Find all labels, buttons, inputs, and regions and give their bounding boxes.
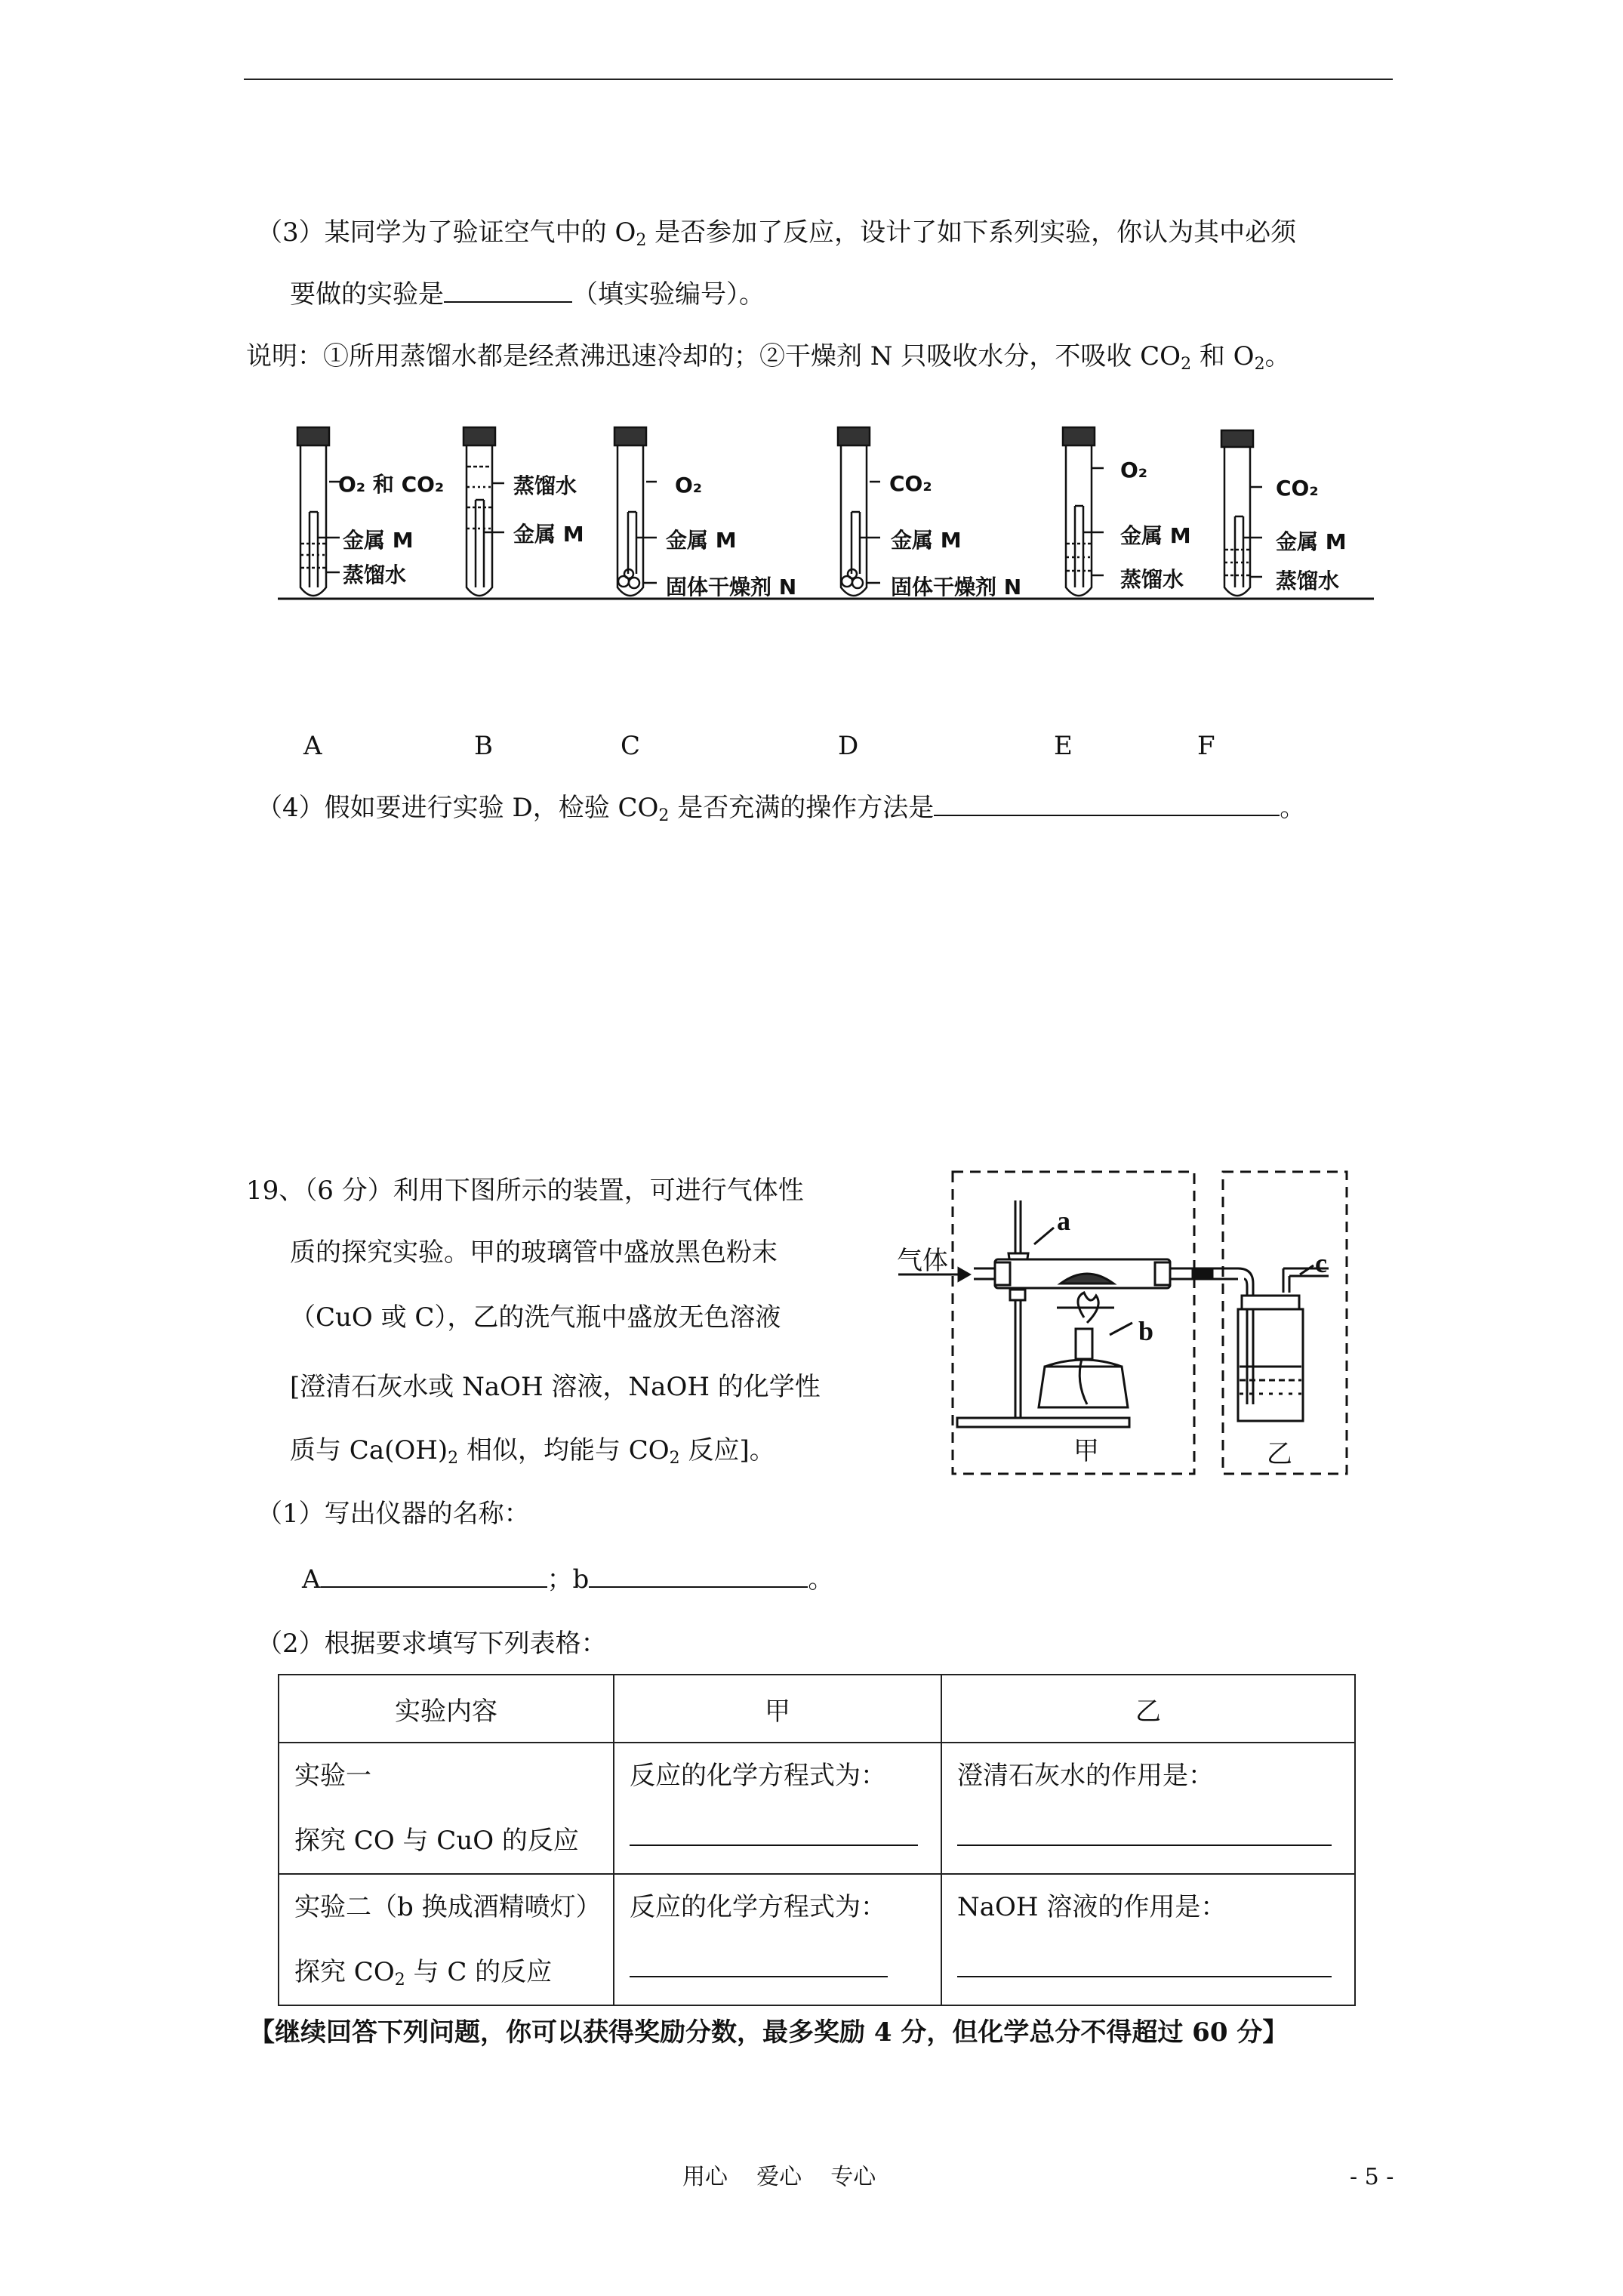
table-cell: 澄清石灰水的作用是： [941,1743,1355,1874]
bonus-note: 【继续回答下列问题，你可以获得奖励分数，最多奖励 4 分，但化学总分不得超过 60 分】 [249,2017,1289,2048]
tube-d-label-2: 金属 M [891,528,962,553]
tube-f-label-3: 蒸馏水 [1276,569,1340,593]
table-cell: 反应的化学方程式为： [614,1743,941,1874]
footer-motto: 用心 爱心 专心 [682,2164,876,2190]
tube-c-label-1: O₂ [675,473,703,498]
tube-e-label-1: O₂ [1120,458,1148,482]
limewater-role-blank[interactable] [957,1808,1332,1846]
table-row [279,1743,1355,1874]
tube-a-label-1: O₂ 和 CO₂ [338,472,445,497]
naoh-role-blank[interactable] [957,1940,1332,1977]
table-header-row [279,1675,1355,1743]
apparatus-label-jia: 甲 [1073,1436,1099,1466]
q19-line2: 质的探究实验。甲的玻璃管中盛放黑色粉末 [290,1237,778,1268]
equation-1-blank[interactable] [630,1808,918,1846]
tube-d-label-3: 固体干燥剂 N [891,575,1022,599]
table-cell: 反应的化学方程式为： [614,1874,941,2005]
apparatus-label-yi: 乙 [1267,1439,1292,1469]
tube-c-label-2: 金属 M [666,528,737,553]
tube-e-label-2: 金属 M [1120,523,1191,548]
tube-letter-a: A [303,731,322,761]
q19-line5: 质与 $Ca(OH)_2$ 相似，均能与 $CO_2$ 反应]。 [290,1435,775,1468]
q19-blanks: A ；b 。 [302,1564,834,1595]
tube-d-label-1: CO₂ [889,471,932,496]
q4-line: （4）假如要进行实验 D，检验 $CO_2$ 是否充满的操作方法是 。 [257,793,1306,825]
apparatus-label-b: b [1138,1316,1154,1346]
answer-table [278,1674,1356,2006]
tube-f-label-1: CO₂ [1276,476,1319,501]
tube-b-label-1: 蒸馏水 [513,473,577,498]
apparatus-gas-label: 气体 [897,1246,948,1276]
tube-letter-c: C [621,731,641,761]
q3-line1: （3）某同学为了验证空气中的 $O_2$ 是否参加了反应，设计了如下系列实验，你认为其中必须 [257,217,1297,250]
apparatus-label-a: a [1057,1206,1070,1236]
equation-2-blank[interactable] [630,1940,888,1977]
table-cell: NaOH 溶液的作用是： [941,1874,1355,2005]
q19-sub2: （2）根据要求填写下列表格： [257,1629,607,1659]
tube-e-label-3: 蒸馏水 [1120,567,1184,592]
q3-line2: 要做的实验是 （填实验编号）。 [290,279,765,310]
footer-page-number: - 5 - [1350,2164,1394,2190]
tube-letter-f: F [1197,731,1215,761]
q19-line3: （CuO 或 C），乙的洗气瓶中盛放无色溶液 [290,1302,781,1333]
q19-line1: 19、（6 分）利用下图所示的装置，可进行气体性 [246,1176,804,1206]
tube-a-label-3: 蒸馏水 [343,562,407,587]
tube-f-label-2: 金属 M [1276,529,1347,554]
table-header: 实验内容 [279,1675,614,1743]
tube-c-label-3: 固体干燥剂 N [666,575,797,599]
tube-letter-d: D [838,731,859,761]
tube-letter-b: B [474,731,493,761]
table-cell: 实验二（b 换成酒精喷灯） 探究 $CO_2$ 与 C 的反应 [279,1874,614,2005]
q3-note: 说明：①所用蒸馏水都是经煮沸迅速冷却的；②干燥剂 N 只吸收水分，不吸收 $CO_2$ 和 $O_2$。 [246,341,1291,374]
tube-b-label-2: 金属 M [513,522,584,547]
apparatus-label-c: c [1315,1248,1327,1278]
q19-sub1: （1）写出仪器的名称： [257,1499,530,1529]
table-row [279,1874,1355,2005]
table-cell: 实验一 探究 CO 与 CuO 的反应 [279,1743,614,1874]
tube-a-label-2: 金属 M [343,528,414,553]
tube-letter-e: E [1054,731,1073,761]
table-header: 甲 [614,1675,941,1743]
table-header: 乙 [941,1675,1355,1743]
q19-line4: [澄清石灰水或 NaOH 溶液，NaOH 的化学性 [290,1372,821,1402]
